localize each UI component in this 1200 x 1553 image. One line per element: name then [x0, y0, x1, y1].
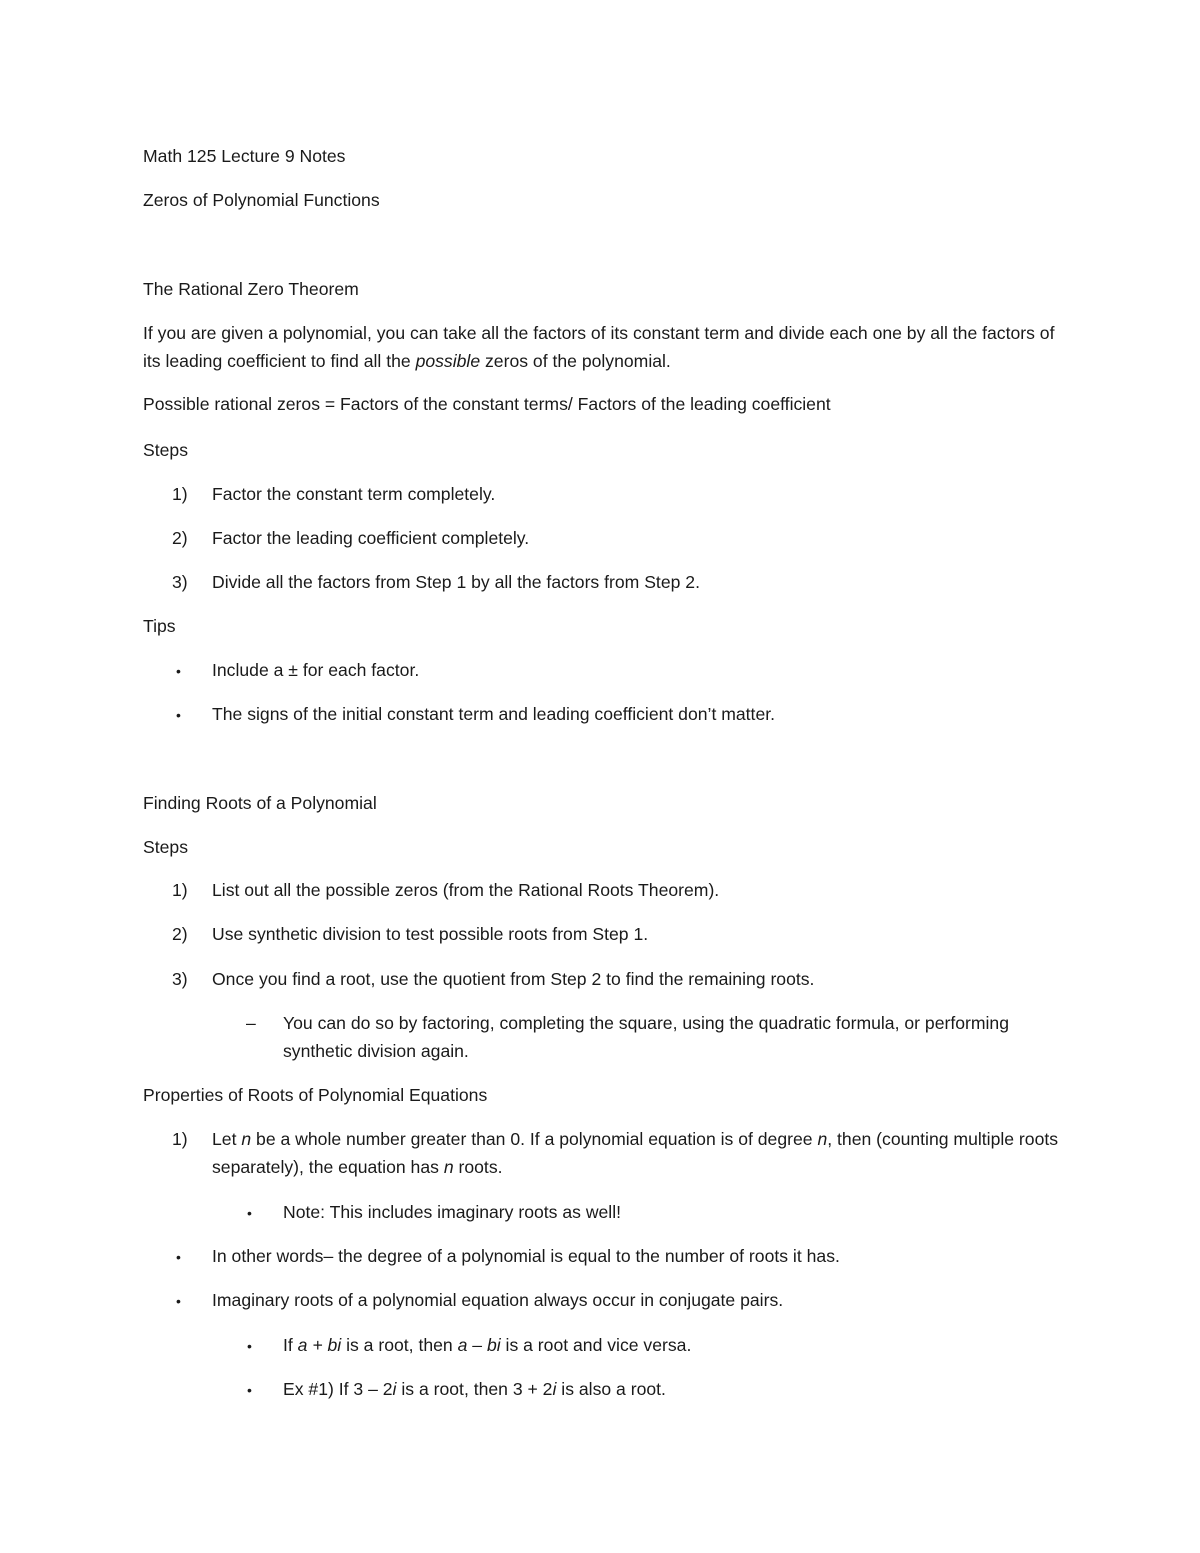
section-heading-properties: Properties of Roots of Polynomial Equations: [143, 1085, 488, 1105]
example-part: Ex #1) If 3 – 2: [283, 1379, 393, 1399]
variable-n: n: [443, 1157, 454, 1177]
property-imaginary: Imaginary roots of a polynomial equation always occur in conjugate pairs.: [212, 1290, 784, 1310]
rational-intro-paragraph: [143, 319, 1063, 375]
tips-label: Tips: [143, 616, 176, 636]
section-heading-finding-roots: Finding Roots of a Polynomial: [143, 793, 377, 813]
step-text: Divide all the factors from Step 1 by all the factors from Step 2.: [212, 572, 700, 592]
step-number: 2): [172, 924, 188, 944]
intro-text-b: zeros of the polynomial.: [480, 351, 671, 371]
bullet-icon: •: [176, 1293, 181, 1309]
bullet-icon: •: [176, 663, 181, 679]
tip-text: Include a ± for each factor.: [212, 660, 420, 680]
property-other-words: In other words– the degree of a polynomial is equal to the number of roots it has.: [212, 1246, 840, 1266]
bullet-icon: •: [247, 1205, 252, 1221]
dash-marker: –: [246, 1013, 256, 1033]
roots-sub-note: You can do so by factoring, completing the square, using the quadratic formula, or performing synthetic division again.: [283, 1013, 1009, 1061]
step-text: Factor the leading coefficient completely.: [212, 528, 530, 548]
conjugate-example: [283, 1378, 666, 1400]
step-number: 1): [172, 880, 188, 900]
property-number: 1): [172, 1129, 188, 1149]
page-title: Math 125 Lecture 9 Notes: [143, 146, 346, 166]
root-expression: a – bi: [457, 1335, 501, 1355]
variable-n: n: [241, 1129, 252, 1149]
property-1-text: [212, 1125, 1062, 1181]
variable-n: n: [817, 1129, 828, 1149]
bullet-icon: •: [247, 1338, 252, 1354]
imaginary-unit: i: [392, 1379, 397, 1399]
step-number: 1): [172, 484, 188, 504]
bullet-icon: •: [247, 1382, 252, 1398]
roots-steps-label: Steps: [143, 837, 188, 857]
property-note: Note: This includes imaginary roots as well!: [283, 1202, 622, 1222]
step-number: 2): [172, 528, 188, 548]
property-1-part: be a whole number greater than 0. If a polynomial equation is of degree: [251, 1129, 818, 1149]
bullet-icon: •: [176, 1249, 181, 1265]
property-1-part: roots.: [453, 1157, 503, 1177]
property-1-part: , then (counting multiple roots separately), the equation has: [212, 1129, 1059, 1177]
step-text: Factor the constant term completely.: [212, 484, 496, 504]
step-number: 3): [172, 572, 188, 592]
example-part: is a root, then 3 + 2: [396, 1379, 553, 1399]
step-text: Use synthetic division to test possible roots from Step 1.: [212, 924, 649, 944]
intro-emphasis: possible: [415, 351, 481, 371]
rational-formula: Possible rational zeros = Factors of the constant terms/ Factors of the leading coefficient: [143, 394, 831, 414]
page-subtitle: Zeros of Polynomial Functions: [143, 190, 380, 210]
example-part: is also a root.: [556, 1379, 666, 1399]
step-text: Once you find a root, use the quotient from Step 2 to find the remaining roots.: [212, 969, 815, 989]
section-heading-rational-zero: The Rational Zero Theorem: [143, 279, 359, 299]
conjugate-part: is a root and vice versa.: [500, 1335, 692, 1355]
conjugate-rule: [283, 1334, 691, 1356]
conjugate-part: If: [283, 1335, 298, 1355]
step-number: 3): [172, 969, 188, 989]
rational-steps-label: Steps: [143, 440, 188, 460]
step-text: List out all the possible zeros (from the Rational Roots Theorem).: [212, 880, 720, 900]
property-1-part: Let: [212, 1129, 242, 1149]
imaginary-unit: i: [552, 1379, 557, 1399]
bullet-icon: •: [176, 707, 181, 723]
root-expression: a + bi: [297, 1335, 342, 1355]
intro-text-a: If you are given a polynomial, you can take all the factors of its constant term and divide each one by all the factors of its leading coefficient to find all the: [143, 323, 1055, 371]
conjugate-part: is a root, then: [341, 1335, 458, 1355]
tip-text: The signs of the initial constant term and leading coefficient don’t matter.: [212, 704, 775, 724]
